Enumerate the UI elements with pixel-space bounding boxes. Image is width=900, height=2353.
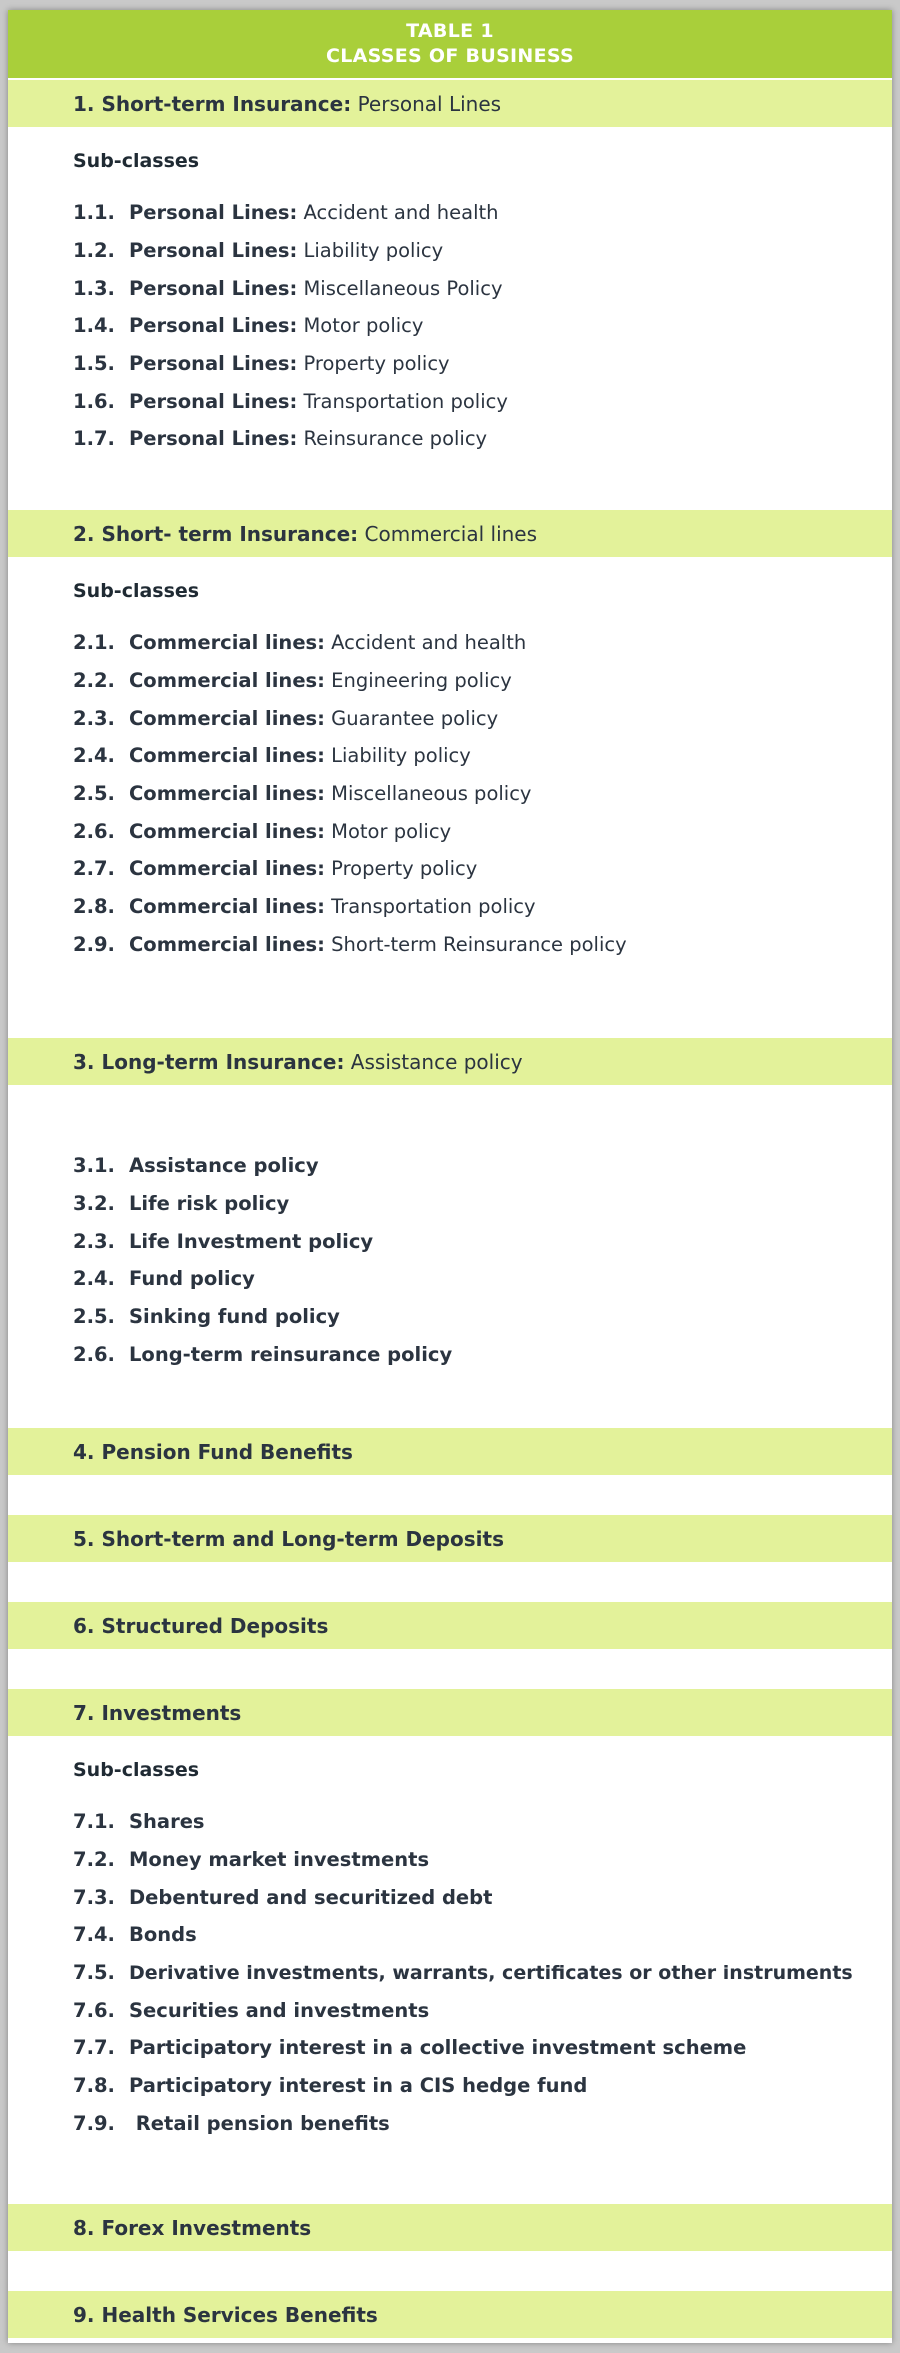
item-number: 3.1.: [73, 1154, 115, 1178]
item-text: Debentured and securitized debt: [129, 1885, 493, 1909]
item-number: 2.6.: [73, 1342, 115, 1366]
section-8-header: [8, 2204, 892, 2251]
item-label: Personal Lines:: [129, 276, 298, 300]
list-item: [73, 1222, 452, 1260]
item-number: 2.9.: [73, 932, 115, 956]
list-item: [73, 699, 627, 737]
list-item: [73, 1803, 853, 1841]
list-item: [73, 812, 627, 850]
list-item: [73, 2029, 853, 2067]
list-item: [73, 775, 627, 813]
list-item: [73, 1147, 452, 1185]
item-text: Money market investments: [129, 1848, 430, 1872]
item-text: Transportation policy: [324, 895, 536, 919]
list-item: [73, 232, 508, 270]
item-label: Commercial lines:: [129, 932, 325, 956]
item-text: Bonds: [129, 1923, 197, 1947]
section-label: 9. Health Services Benefits: [73, 2302, 378, 2327]
commercial-lines-list: [73, 624, 627, 963]
list-item: [73, 1991, 853, 2029]
item-number: 7.3.: [73, 1885, 115, 1909]
item-number: 1.4.: [73, 314, 115, 338]
item-label: Commercial lines:: [129, 669, 325, 693]
item-label: Commercial lines:: [129, 782, 325, 806]
item-text: Securities and investments: [129, 1998, 430, 2022]
item-label: Commercial lines:: [129, 744, 325, 768]
item-label: Commercial lines:: [129, 895, 325, 919]
item-text: Motor policy: [324, 819, 452, 843]
item-text: Retail pension benefits: [129, 2111, 390, 2135]
item-number: 7.7.: [73, 2036, 115, 2060]
list-item: [73, 1185, 452, 1223]
item-text: Long-term reinsurance policy: [129, 1342, 453, 1366]
list-item: [73, 1878, 853, 1916]
item-label: Personal Lines:: [129, 427, 298, 451]
item-text: Life risk policy: [129, 1192, 290, 1216]
list-item: [73, 345, 508, 383]
item-text: Shares: [129, 1810, 205, 1834]
item-number: 2.4.: [73, 1267, 115, 1291]
item-number: 1.7.: [73, 427, 115, 451]
item-label: Commercial lines:: [129, 631, 325, 655]
section-9-header: [8, 2291, 892, 2338]
item-text: Fund policy: [129, 1267, 255, 1291]
item-text: Accident and health: [297, 201, 499, 225]
item-label: Personal Lines:: [129, 389, 298, 413]
list-item: [73, 269, 508, 307]
item-number: 2.4.: [73, 744, 115, 768]
item-number: 7.6.: [73, 1998, 115, 2022]
item-text: Short-term Reinsurance policy: [324, 932, 627, 956]
investments-list: [73, 1803, 853, 2142]
list-item: [73, 1298, 452, 1336]
list-item: [73, 2067, 853, 2105]
item-text: Miscellaneous policy: [324, 782, 532, 806]
list-item: [73, 662, 627, 700]
item-number: 1.5.: [73, 352, 115, 376]
section-3-header: [8, 1038, 892, 1085]
sub-classes-heading: Sub-classes: [73, 150, 200, 172]
item-number: 2.3.: [73, 1229, 115, 1253]
section-4-header: [8, 1428, 892, 1475]
item-number: 2.5.: [73, 782, 115, 806]
list-item: [73, 926, 627, 964]
item-number: 2.3.: [73, 706, 115, 730]
item-number: 2.7.: [73, 857, 115, 881]
item-text: Assistance policy: [129, 1154, 319, 1178]
item-text: Derivative investments, warrants, certificates or other instruments: [129, 1961, 853, 1984]
item-number: 1.1.: [73, 201, 115, 225]
section-1-header: [8, 80, 892, 127]
classes-of-business-table: [8, 10, 892, 2343]
item-label: Personal Lines:: [129, 201, 298, 225]
section-label: 4. Pension Fund Benefits: [73, 1439, 353, 1464]
item-text: Engineering policy: [324, 669, 512, 693]
item-number: 3.2.: [73, 1192, 115, 1216]
section-text: Assistance policy: [344, 1049, 523, 1074]
list-item: [73, 888, 627, 926]
item-number: 2.6.: [73, 819, 115, 843]
section-label: 6. Structured Deposits: [73, 1613, 329, 1638]
item-text: Motor policy: [297, 314, 424, 338]
list-item: [73, 1260, 452, 1298]
item-text: Liability policy: [324, 744, 471, 768]
list-item: [73, 420, 508, 458]
item-number: 2.8.: [73, 895, 115, 919]
item-text: Reinsurance policy: [297, 427, 488, 451]
item-number: 1.2.: [73, 239, 115, 263]
item-number: 7.9.: [73, 2111, 115, 2135]
list-item: [73, 850, 627, 888]
sub-classes-heading: Sub-classes: [73, 580, 200, 602]
item-number: 7.1.: [73, 1810, 115, 1834]
item-text: Property policy: [324, 857, 478, 881]
section-2-header: [8, 510, 892, 557]
item-number: 2.5.: [73, 1305, 115, 1329]
item-text: Transportation policy: [297, 389, 508, 413]
long-term-list: [73, 1147, 452, 1373]
list-item: [73, 1916, 853, 1954]
item-text: Life Investment policy: [129, 1229, 374, 1253]
section-label: 1. Short-term Insurance:: [73, 91, 352, 116]
item-text: Sinking fund policy: [129, 1305, 340, 1329]
item-text: Participatory interest in a CIS hedge fund: [129, 2074, 588, 2098]
list-item: [73, 1954, 853, 1992]
list-item: [73, 624, 627, 662]
item-text: Accident and health: [324, 631, 527, 655]
section-text: Commercial lines: [358, 521, 538, 546]
table-title: TABLE 1: [406, 20, 494, 42]
personal-lines-list: [73, 194, 508, 458]
list-item: [73, 2105, 853, 2143]
item-label: Personal Lines:: [129, 314, 298, 338]
item-number: 1.3.: [73, 276, 115, 300]
item-text: Property policy: [297, 352, 450, 376]
sub-classes-heading: Sub-classes: [73, 1759, 200, 1781]
section-text: Personal Lines: [351, 91, 502, 116]
section-label: 2. Short- term Insurance:: [73, 521, 359, 546]
item-label: Commercial lines:: [129, 706, 325, 730]
item-number: 7.8.: [73, 2074, 115, 2098]
table-title-bar: [8, 10, 892, 78]
list-item: [73, 1335, 452, 1373]
item-text: Liability policy: [297, 239, 444, 263]
item-number: 2.2.: [73, 669, 115, 693]
item-number: 7.2.: [73, 1848, 115, 1872]
section-5-header: [8, 1515, 892, 1562]
item-label: Commercial lines:: [129, 857, 325, 881]
item-number: 7.4.: [73, 1923, 115, 1947]
table-subtitle: CLASSES OF BUSINESS: [325, 45, 575, 67]
list-item: [73, 194, 508, 232]
section-label: 5. Short-term and Long-term Deposits: [73, 1526, 504, 1551]
list-item: [73, 307, 508, 345]
section-label: 8. Forex Investments: [73, 2215, 312, 2240]
item-label: Personal Lines:: [129, 352, 298, 376]
section-6-header: [8, 1602, 892, 1649]
item-text: Miscellaneous Policy: [297, 276, 503, 300]
section-7-header: [8, 1689, 892, 1736]
item-label: Commercial lines:: [129, 819, 325, 843]
item-number: 2.1.: [73, 631, 115, 655]
section-label: 7. Investments: [73, 1700, 242, 1725]
list-item: [73, 382, 508, 420]
item-text: Participatory interest in a collective investment scheme: [129, 2036, 747, 2060]
list-item: [73, 737, 627, 775]
section-label: 3. Long-term Insurance:: [73, 1049, 345, 1074]
list-item: [73, 1841, 853, 1879]
item-text: Guarantee policy: [324, 706, 499, 730]
item-label: Personal Lines:: [129, 239, 298, 263]
item-number: 1.6.: [73, 389, 115, 413]
item-number: 7.5.: [73, 1961, 115, 1985]
